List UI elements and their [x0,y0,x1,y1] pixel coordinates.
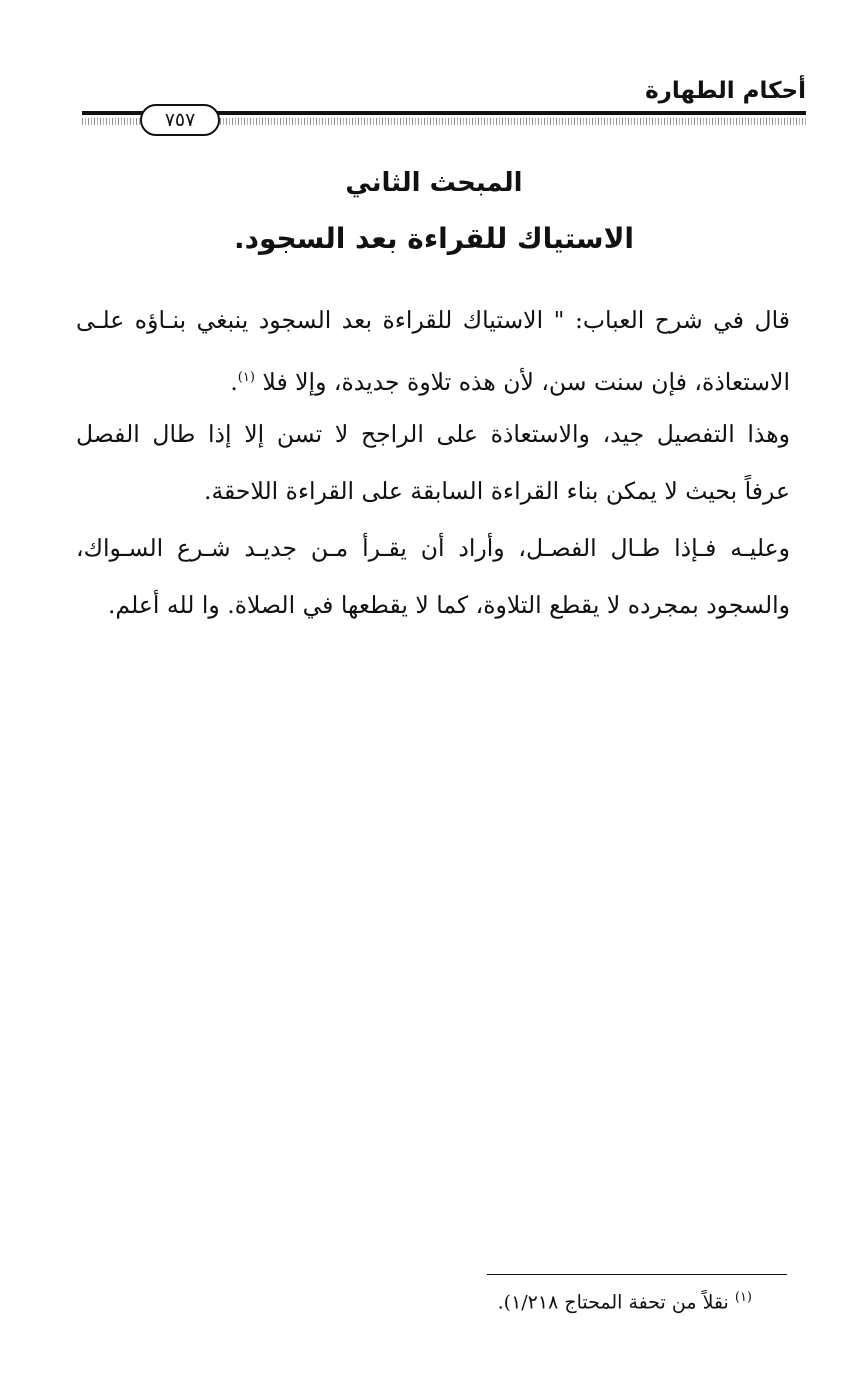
page-number-badge: ٧٥٧ [140,104,220,136]
text-line [76,349,790,406]
text-line: والسجود بمجرده لا يقطع التلاوة، كما لا يقطعها في الصلاة. وا لله أعلم. [107,591,790,619]
section-title: المبحث الثاني [345,168,523,198]
body-text [76,292,790,634]
text-line-content: الاستعاذة، فإن سنت سن، لأن هذه تلاوة جديدة، وإلا فلا [262,367,790,396]
footnote-text: نقلاً من تحفة المحتاج ١/٢١٨). [497,1291,729,1314]
footnote-reference: (١) [237,370,255,385]
paragraph-2 [76,406,790,520]
paragraph-1 [76,292,790,406]
footnote-marker: (١) [734,1290,752,1305]
book-title: أحكام الطهارة [645,78,806,104]
sentence-end: . [230,367,238,396]
footnote-separator [487,1274,787,1275]
section-subtitle: الاستياك للقراءة بعد السجود. [233,222,635,255]
text-line: عرفاً بحيث لا يمكن بناء القراءة السابقة على القراءة اللاحقة. [203,477,790,505]
paragraph-3 [76,520,790,634]
footnote [498,1290,752,1313]
text-line: وهذا التفصيل جيد، والاستعاذة على الراجح لا تسن إلا إذا طال الفصل [76,420,790,448]
text-line: وعليـه فـإذا طـال الفصـل، وأراد أن يقـرأ مـن جديـد شـرع السـواك، [76,534,790,562]
text-line: قال في شرح العباب: " الاستياك للقراءة بعد السجود ينبغي بنـاؤه علـى [76,306,790,334]
